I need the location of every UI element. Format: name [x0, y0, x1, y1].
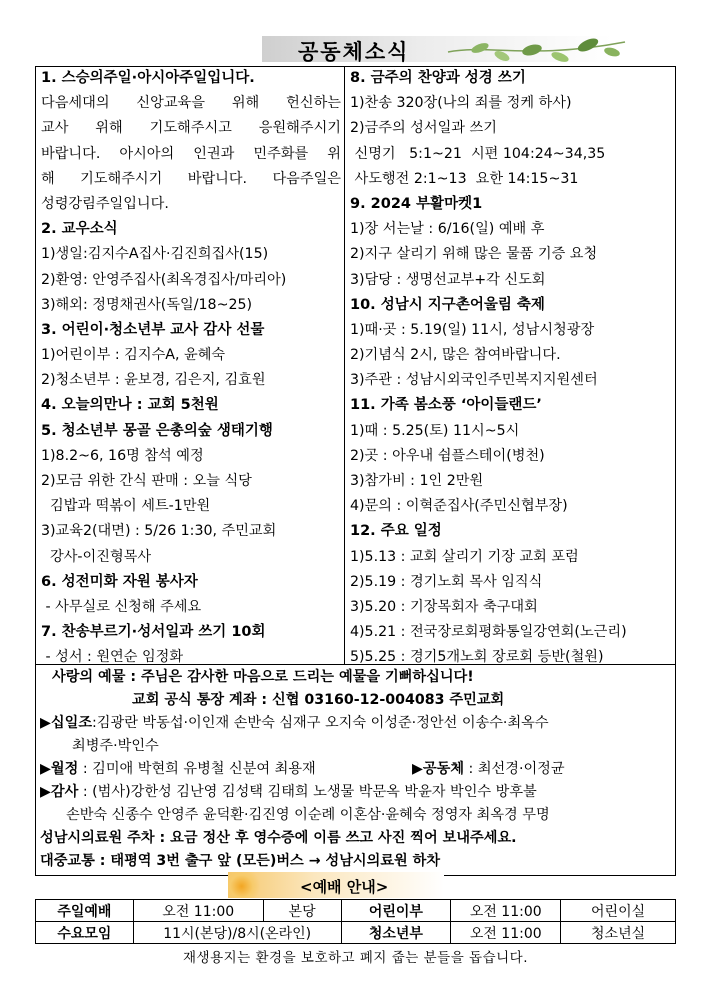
news-line: 성령강림주일입니다.: [41, 195, 169, 212]
news-line: 4)문의 : 이혁준집사(주민신협부장): [350, 498, 568, 515]
community-label: ▶공동체: [412, 761, 465, 777]
news-line: 2)청소년부 : 윤보경, 김은지, 김효원: [41, 372, 266, 389]
news-line: 다음세대의 신앙교육을 위해 헌신하는: [41, 95, 341, 112]
news-line: 1)장 서는날 : 6/16(일) 예배 후: [350, 221, 545, 238]
tithe-names-cont: 최병주·박인수: [72, 738, 159, 754]
service-time: 11시(본당)/8시(온라인): [133, 922, 341, 944]
section-heading: 11. 가족 봄소풍 ‘아이들랜드’: [350, 397, 542, 414]
community-names: : 최선경·이정균: [464, 761, 565, 777]
news-line: 2)모금 위한 간식 판매 : 오늘 식당: [41, 473, 252, 489]
news-line: 1)어린이부 : 김지수A, 윤혜숙: [41, 347, 226, 364]
section-heading: 7. 찬송부르기·성서일과 쓰기 10회: [41, 624, 266, 641]
section-heading: 10. 성남시 지구촌어울림 축제: [350, 296, 545, 313]
service-place: 본당: [263, 900, 341, 922]
right-column: [350, 66, 672, 671]
column-divider: [344, 66, 345, 664]
news-line: 해 기도해주시기 바랍니다. 다음주일은: [41, 170, 341, 187]
news-line: 2)금주의 성서일과 쓰기: [350, 120, 497, 137]
news-line: 신명기 5:1~21 시편 104:24~34,35: [350, 145, 606, 162]
section-heading: 9. 2024 부활마켓1: [350, 195, 483, 212]
news-line: 4)5.21 : 전국장로회평화통일강연회(노근리): [350, 624, 627, 641]
news-line: 1)때 : 5.25(토) 11시~5시: [350, 422, 520, 439]
table-row: [36, 922, 676, 944]
monthly-line: [40, 758, 316, 781]
news-line: 2)환영: 안영주집사(최옥경집사/마리아): [41, 271, 287, 288]
news-line: 3)주관 : 성남시외국인주민복지지원센터: [350, 372, 598, 389]
tithe-names: :김광란 박동섭·이인재 손반숙 심재구 오지숙 이성준·정안선 이송수·최옥수: [92, 715, 549, 731]
thanks-names-cont: 손반숙 신종수 안영주 윤덕환·김진영 이순례 이혼삼·윤혜숙 정영자 최옥경 무명: [66, 807, 550, 823]
section-heading: 2. 교우소식: [41, 221, 118, 238]
left-column: [41, 66, 341, 671]
page-title: 공동체소식: [298, 40, 410, 64]
transit-notice: 대중교통 : 태평역 3번 출구 앞 (모든)버스 → 성남시의료원 하차: [40, 853, 441, 869]
sun-icon: [228, 872, 262, 898]
offering-box: [35, 664, 676, 876]
news-line: 3)참가비 : 1인 2만원: [350, 473, 484, 489]
news-line: 2)기념식 2시, 많은 참여바랍니다.: [350, 347, 561, 364]
news-line: 3)해외: 정명채권사(독일/18~25): [41, 296, 253, 313]
monthly-names: : 김미애 박현희 유병철 신분여 최용재: [78, 761, 316, 777]
thanks-names: : (범사)강한성 김난영 김성택 김태희 노생물 박문옥 박윤자 박인수 방후불: [78, 784, 537, 800]
section-heading: 8. 금주의 찬양과 성경 쓰기: [350, 70, 526, 86]
thanks-label: ▶감사: [40, 784, 79, 800]
news-line: 2)곳 : 아우내 쉼플스테이(병천): [350, 447, 545, 464]
news-line: 2)5.19 : 경기노회 목사 임직식: [350, 573, 543, 590]
section-heading: 4. 오늘의만나 : 교회 5천원: [41, 397, 219, 414]
news-line: 사도행전 2:1~13 요한 14:15~31: [350, 170, 579, 187]
offering-notice: 사랑의 예물 : 주님은 감사한 마음으로 드리는 예물을 기뻐하십니다!: [52, 669, 474, 685]
section-heading: 1. 스승의주일·아시아주일입니다.: [41, 70, 255, 86]
news-line: 1)5.13 : 교회 살리기 기장 교회 포럼: [350, 548, 579, 565]
service-time: 오전 11:00: [451, 922, 561, 944]
news-line: 3)5.20 : 기장목회자 축구대회: [350, 598, 538, 615]
service-place: 어린이실: [561, 900, 676, 922]
service-name: 수요모임: [36, 922, 134, 944]
news-line: 3)담당 : 생명선교부+각 신도회: [350, 271, 546, 288]
leaf-vine-icon: [440, 30, 630, 68]
service-name: 주일예배: [36, 900, 134, 922]
news-line: 바랍니다. 아시아의 인권과 민주화를 위: [41, 145, 341, 162]
bank-account: 교회 공식 통장 계좌 : 신협 03160-12-004083 주민교회: [132, 692, 505, 708]
service-place: 청소년실: [561, 922, 676, 944]
tithe-line: [40, 712, 549, 735]
service-time: 오전 11:00: [451, 900, 561, 922]
service-name: 청소년부: [341, 922, 451, 944]
news-line: 1)때·곳 : 5.19(일) 11시, 성남시청광장: [350, 321, 595, 338]
monthly-label: ▶월정: [40, 761, 79, 777]
table-row: [36, 900, 676, 922]
news-line: 2)지구 살리기 위해 많은 물품 기증 요청: [350, 246, 598, 263]
community-line: [412, 758, 565, 781]
section-heading: 6. 성전미화 자원 봉사자: [41, 573, 198, 590]
news-line: 1)찬송 320장(나의 죄를 정케 하사): [350, 95, 572, 112]
tithe-label: ▶십일조: [40, 715, 93, 731]
news-line: 5)5.25 : 경기5개노회 장로회 등반(철원): [350, 649, 604, 666]
worship-schedule-table: [35, 899, 676, 944]
service-time: 오전 11:00: [133, 900, 263, 922]
section-heading: 3. 어린이·청소년부 교사 감사 선물: [41, 321, 265, 338]
service-name: 어린이부: [341, 900, 451, 922]
news-line: 3)교육2(대면) : 5/26 1:30, 주민교회: [41, 523, 277, 540]
worship-title: <예배 안내>: [300, 878, 389, 896]
thanks-line: [40, 781, 537, 804]
news-line: - 성서 : 원연순 임정화: [41, 649, 184, 666]
section-heading: 12. 주요 일정: [350, 523, 442, 540]
news-line: 교사 위해 기도해주시고 응원해주시기: [41, 120, 341, 137]
section-heading: 5. 청소년부 몽골 은총의숲 생태기행: [41, 422, 273, 439]
footer-note: 재생용지는 환경을 보호하고 폐지 줍는 분들을 돕습니다.: [183, 950, 528, 966]
news-line: 강사-이진형목사: [41, 548, 152, 565]
news-line: 1)생일:김지수A집사·김진희집사(15): [41, 246, 269, 263]
news-line: 1)8.2~6, 16명 참석 예정: [41, 447, 204, 464]
news-line: - 사무실로 신청해 주세요: [41, 598, 202, 615]
news-line: 김밥과 떡볶이 세트-1만원: [41, 498, 211, 515]
parking-notice: 성남시의료원 주차 : 요금 정산 후 영수증에 이름 쓰고 사진 찍어 보내주세요.: [40, 830, 517, 846]
